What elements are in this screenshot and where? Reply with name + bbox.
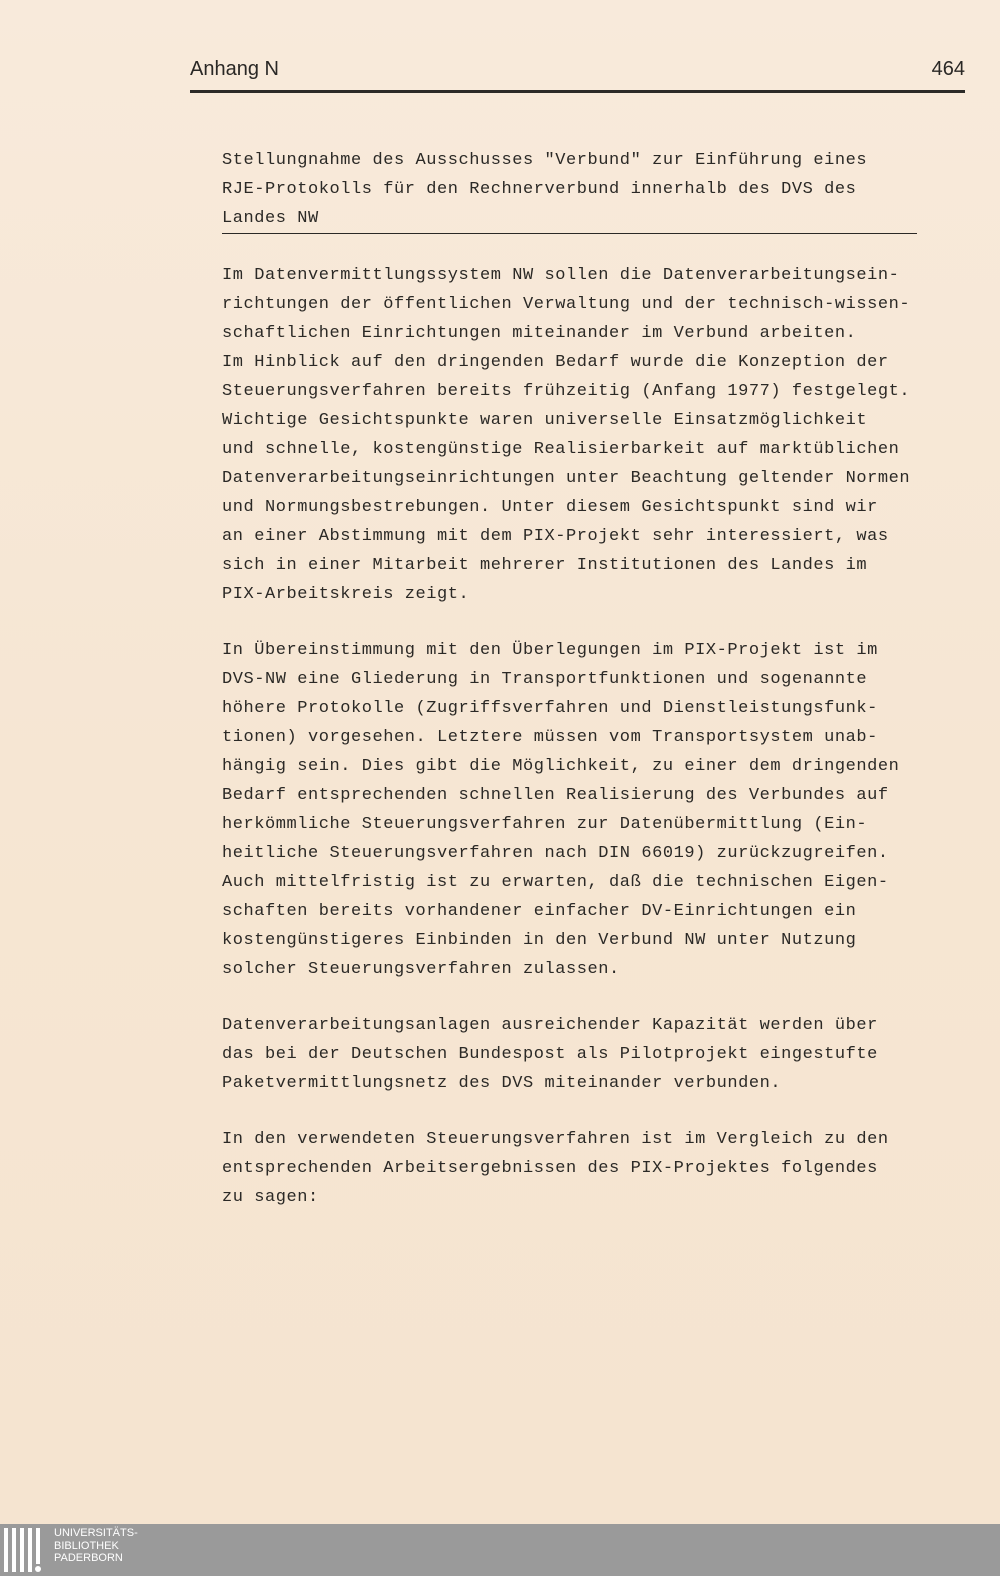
text-line: höhere Protokolle (Zugriffsverfahren und Dienstleistungsfunk- xyxy=(222,699,878,718)
text-line: und schnelle, kostengünstige Realisierbarkeit auf marktüblichen xyxy=(222,440,900,459)
text-line: solcher Steuerungsverfahren zulassen. xyxy=(222,960,620,979)
title-line: Landes NW xyxy=(222,209,319,228)
text-line: hängig sein. Dies gibt die Möglichkeit, zu einer dem dringenden xyxy=(222,757,900,776)
text-line: entsprechenden Arbeitsergebnissen des PIX-Projektes folgendes xyxy=(222,1159,878,1178)
library-footer-bar xyxy=(0,1524,1000,1576)
library-name-line: PADERBORN xyxy=(54,1552,123,1564)
paragraph-4 xyxy=(222,1125,889,1212)
text-line: Bedarf entsprechenden schnellen Realisierung des Verbundes auf xyxy=(222,786,889,805)
text-line: In den verwendeten Steuerungsverfahren ist im Vergleich zu den xyxy=(222,1130,889,1149)
library-logo-icon xyxy=(4,1528,48,1572)
document-title xyxy=(222,146,917,234)
header-section-title: Anhang N xyxy=(190,58,279,80)
page-header xyxy=(190,58,965,93)
text-line: Paketvermittlungsnetz des DVS miteinander verbunden. xyxy=(222,1074,782,1093)
text-line: Im Datenvermittlungssystem NW sollen die Datenverarbeitungsein- xyxy=(222,266,900,285)
text-line: kostengünstigeres Einbinden in den Verbund NW unter Nutzung xyxy=(222,931,857,950)
text-line: das bei der Deutschen Bundespost als Pilotprojekt eingestufte xyxy=(222,1045,878,1064)
header-page-number: 464 xyxy=(931,58,965,80)
text-line: Datenverarbeitungsanlagen ausreichender Kapazität werden über xyxy=(222,1016,878,1035)
text-line: an einer Abstimmung mit dem PIX-Projekt sehr interessiert, was xyxy=(222,527,889,546)
text-line: schaftlichen Einrichtungen miteinander im Verbund arbeiten. xyxy=(222,324,857,343)
text-line: Datenverarbeitungseinrichtungen unter Beachtung geltender Normen xyxy=(222,469,911,488)
paragraph-1 xyxy=(222,261,910,609)
title-line: RJE-Protokolls für den Rechnerverbund innerhalb des DVS des xyxy=(222,180,857,199)
text-line: Wichtige Gesichtspunkte waren universelle Einsatzmöglichkeit xyxy=(222,411,868,430)
paragraph-3 xyxy=(222,1011,878,1098)
title-line: Stellungnahme des Ausschusses "Verbund" zur Einführung eines xyxy=(222,151,868,170)
text-line: richtungen der öffentlichen Verwaltung und der technisch-wissen- xyxy=(222,295,911,314)
text-line: Im Hinblick auf den dringenden Bedarf wurde die Konzeption der xyxy=(222,353,889,372)
library-name-line: UNIVERSITÄTS- xyxy=(54,1527,138,1539)
text-line: DVS-NW eine Gliederung in Transportfunktionen und sogenannte xyxy=(222,670,868,689)
library-name-line: BIBLIOTHEK xyxy=(54,1539,119,1552)
paragraph-2 xyxy=(222,636,899,984)
text-line: heitliche Steuerungsverfahren nach DIN 66019) zurückzugreifen. xyxy=(222,844,889,863)
text-line: Auch mittelfristig ist zu erwarten, daß die technischen Eigen- xyxy=(222,873,889,892)
text-line: und Normungsbestrebungen. Unter diesem Gesichtspunkt sind wir xyxy=(222,498,878,517)
text-line: In Übereinstimmung mit den Überlegungen im PIX-Projekt ist im xyxy=(222,641,878,660)
text-line: herkömmliche Steuerungsverfahren zur Datenübermittlung (Ein- xyxy=(222,815,868,834)
text-line: Steuerungsverfahren bereits frühzeitig (Anfang 1977) festgelegt. xyxy=(222,382,911,401)
library-name xyxy=(54,1527,138,1565)
text-line: schaften bereits vorhandener einfacher DV-Einrichtungen ein xyxy=(222,902,857,921)
text-line: PIX-Arbeitskreis zeigt. xyxy=(222,585,470,604)
text-line: zu sagen: xyxy=(222,1188,319,1207)
text-line: sich in einer Mitarbeit mehrerer Institutionen des Landes im xyxy=(222,556,868,575)
text-line: tionen) vorgesehen. Letztere müssen vom Transportsystem unab- xyxy=(222,728,878,747)
